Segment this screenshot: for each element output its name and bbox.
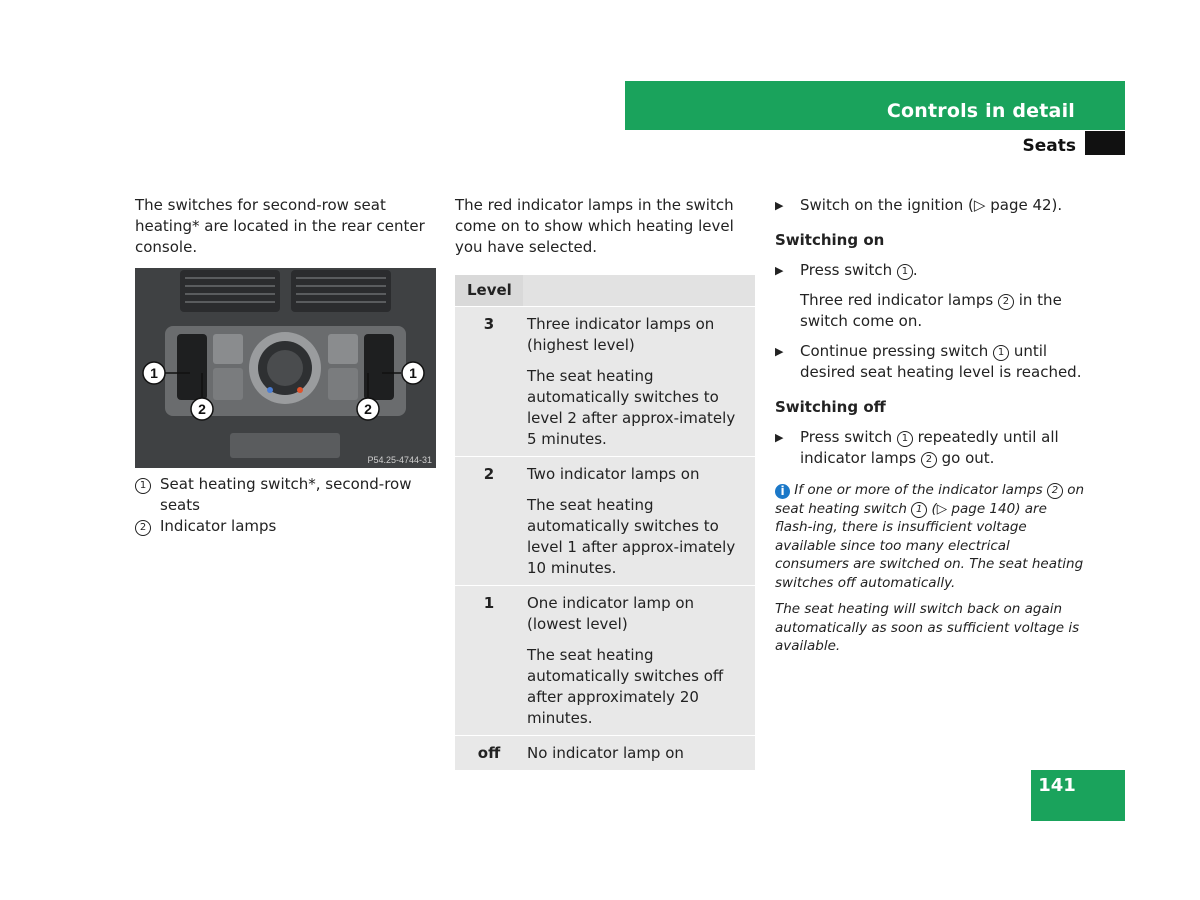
console-illustration bbox=[135, 268, 436, 468]
bullet-triangle-icon: ▶ bbox=[775, 431, 784, 444]
legend-item bbox=[135, 516, 435, 537]
step-result bbox=[775, 290, 1085, 332]
callout-1-right: 1 bbox=[409, 365, 417, 381]
step-text: Press switch bbox=[800, 261, 897, 279]
note-text: on seat heating switch bbox=[775, 482, 1085, 517]
step-switch-off bbox=[775, 427, 1085, 469]
image-legend bbox=[135, 474, 435, 537]
description-cell bbox=[523, 457, 755, 586]
circled-number: 1 bbox=[911, 502, 927, 518]
page-ref-text: page 42). bbox=[985, 196, 1063, 214]
step-text: Press switch bbox=[800, 428, 897, 446]
description-detail: The seat heating automatically switches to level 1 after approx-imately 10 minutes. bbox=[527, 496, 736, 577]
col1-intro: The switches for second-row seat heating* are located in the rear center console. bbox=[135, 196, 425, 256]
circled-number: 1 bbox=[897, 264, 913, 280]
table-row bbox=[455, 457, 755, 586]
description-detail: The seat heating automatically switches off after approximately 20 minutes. bbox=[527, 646, 724, 727]
section-subtitle: Seats bbox=[1022, 136, 1076, 156]
step-ignition bbox=[775, 195, 1085, 216]
table-header-row bbox=[455, 275, 755, 307]
callout-1-left: 1 bbox=[150, 365, 158, 381]
level-cell: off bbox=[455, 736, 523, 771]
circled-number: 1 bbox=[993, 345, 1009, 361]
bullet-triangle-icon: ▶ bbox=[775, 345, 784, 358]
table-row bbox=[455, 736, 755, 771]
level-cell: 1 bbox=[455, 586, 523, 736]
legend-text: Seat heating switch*, second-row seats bbox=[160, 475, 412, 514]
page-ref-arrow-icon: ▷ bbox=[973, 196, 986, 214]
legend-number: 2 bbox=[135, 520, 151, 536]
step-text: until desired seat heating level is reached. bbox=[800, 342, 1082, 381]
heating-level-table bbox=[455, 275, 755, 770]
bullet-triangle-icon: ▶ bbox=[775, 199, 784, 212]
description-cell bbox=[523, 736, 755, 771]
table-row bbox=[455, 307, 755, 457]
table-header-level: Level bbox=[455, 275, 523, 307]
table-header-empty bbox=[523, 275, 755, 307]
col2-intro: The red indicator lamps in the switch come on to show which heating level you have selected. bbox=[455, 196, 734, 256]
bullet-triangle-icon: ▶ bbox=[775, 264, 784, 277]
level-cell: 2 bbox=[455, 457, 523, 586]
callout-2-right: 2 bbox=[364, 401, 372, 417]
image-code: P54.25-4744-31 bbox=[367, 455, 432, 465]
header-marker bbox=[1085, 131, 1125, 155]
legend-item bbox=[135, 474, 435, 516]
description-main: One indicator lamp on (lowest level) bbox=[527, 594, 695, 633]
switching-off-heading: Switching off bbox=[775, 398, 886, 416]
section-title: Controls in detail bbox=[886, 100, 1075, 122]
circled-number: 1 bbox=[897, 431, 913, 447]
switching-on-heading: Switching on bbox=[775, 231, 885, 249]
callout-2-left: 2 bbox=[198, 401, 206, 417]
step-text: Switch on the ignition ( bbox=[800, 196, 974, 214]
note-text: If one or more of the indicator lamps bbox=[790, 482, 1047, 498]
legend-number: 1 bbox=[135, 478, 151, 494]
info-note bbox=[775, 481, 1085, 656]
description-cell bbox=[523, 307, 755, 457]
level-cell: 3 bbox=[455, 307, 523, 457]
step-press-switch bbox=[775, 260, 1085, 281]
step-continue-pressing bbox=[775, 341, 1085, 383]
step-text: go out. bbox=[936, 449, 995, 467]
note-text: (▷ page 140) are flash-ing, there is insufficient voltage available since too many electrical consumers are switched on. The seat heating switches off automatically. bbox=[775, 500, 1084, 591]
step-text: . bbox=[912, 261, 918, 279]
circled-number: 2 bbox=[921, 452, 937, 468]
column-2 bbox=[455, 195, 755, 770]
note-text-2: The seat heating will switch back on again automatically as soon as sufficient voltage is available. bbox=[775, 601, 1080, 654]
description-main: Three indicator lamps on (highest level) bbox=[527, 315, 715, 354]
result-text: in the switch come on. bbox=[800, 291, 1062, 330]
step-text: Continue pressing switch bbox=[800, 342, 994, 360]
description-main: No indicator lamp on bbox=[527, 744, 684, 762]
circled-number: 2 bbox=[1047, 483, 1063, 499]
description-detail: The seat heating automatically switches to level 2 after approx-imately 5 minutes. bbox=[527, 367, 736, 448]
column-1 bbox=[135, 195, 435, 537]
table-row bbox=[455, 586, 755, 736]
column-3 bbox=[775, 195, 1085, 664]
page-number: 141 bbox=[1038, 775, 1076, 796]
info-icon: i bbox=[775, 484, 790, 499]
description-cell bbox=[523, 586, 755, 736]
step-text: repeatedly until all indicator lamps bbox=[800, 428, 1059, 467]
console-photo bbox=[135, 268, 436, 468]
legend-text: Indicator lamps bbox=[160, 517, 277, 535]
circled-number: 2 bbox=[998, 294, 1014, 310]
description-main: Two indicator lamps on bbox=[527, 465, 700, 483]
result-text: Three red indicator lamps bbox=[800, 291, 998, 309]
